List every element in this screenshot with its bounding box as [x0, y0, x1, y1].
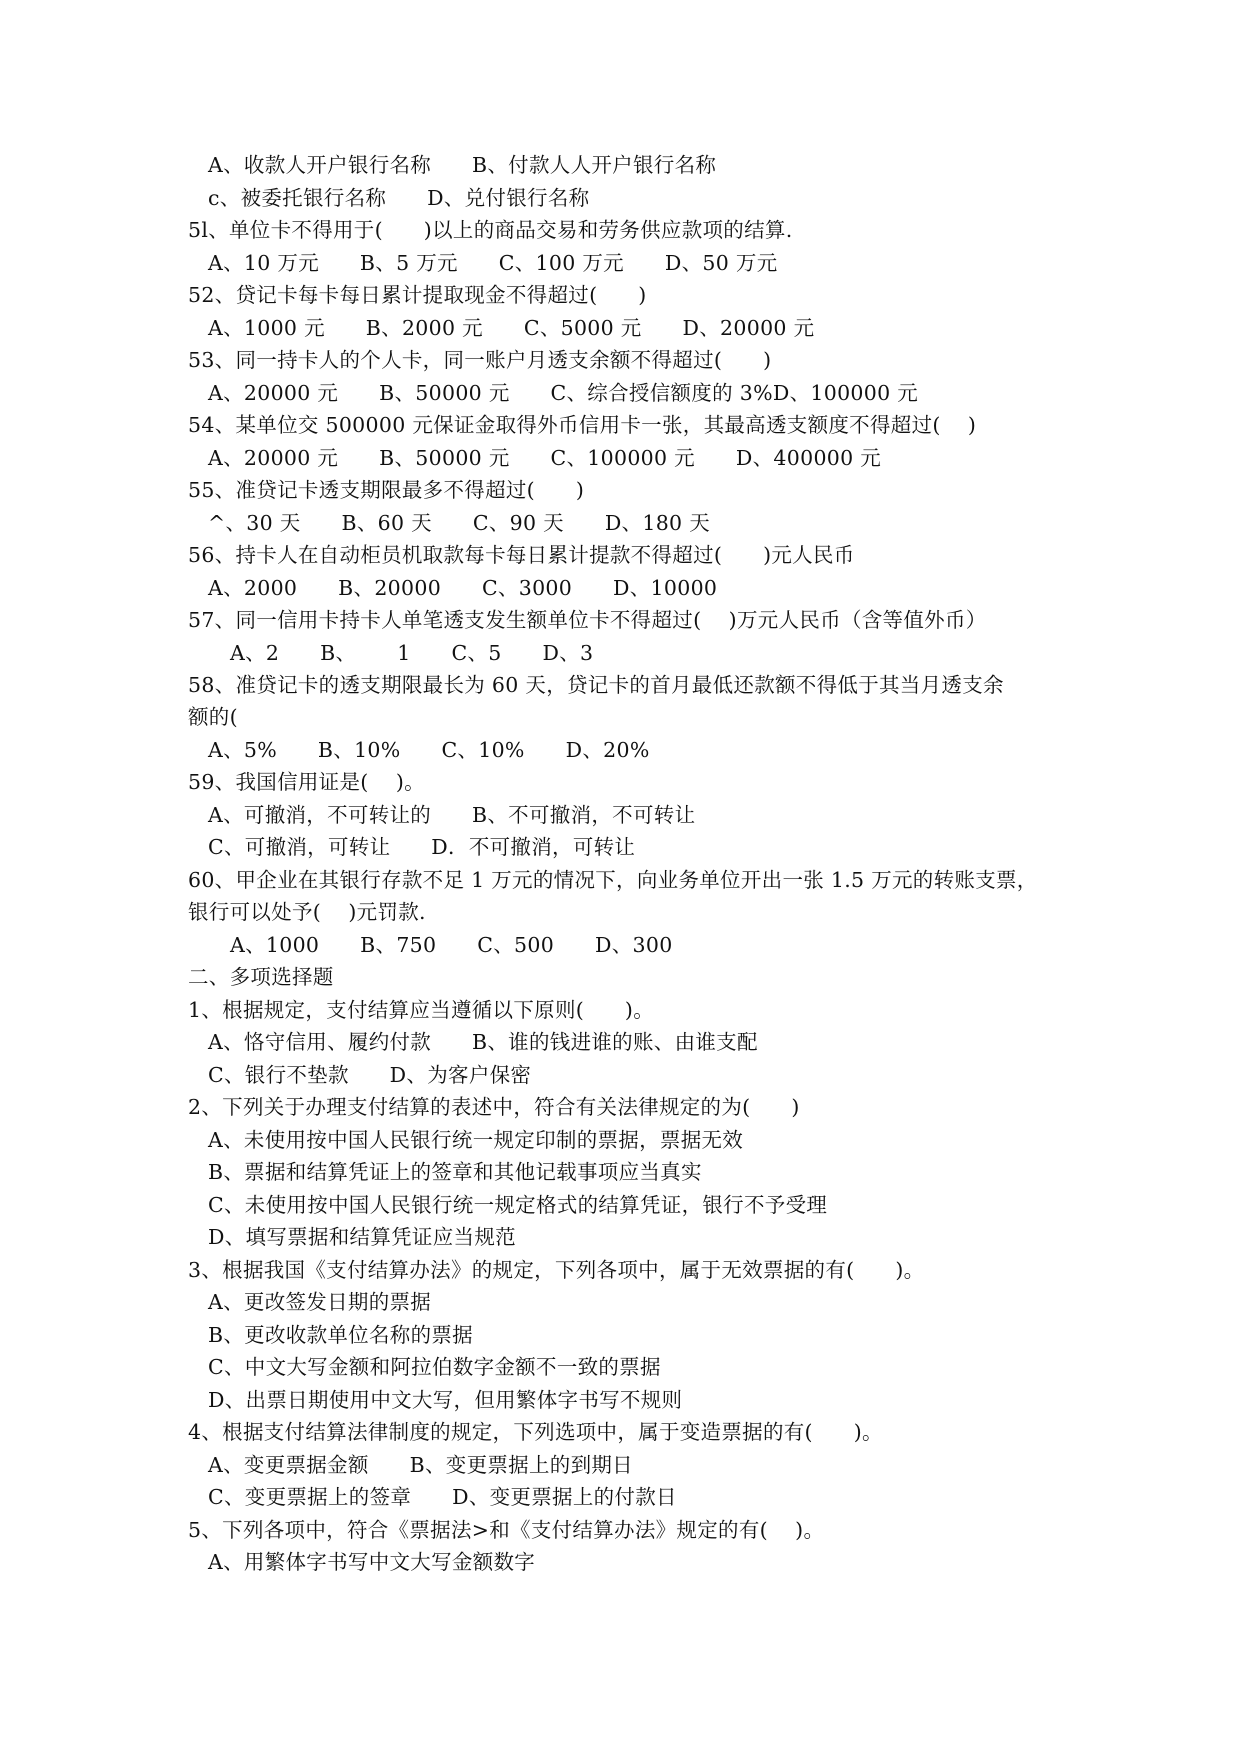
option-line: A、恪守信用、履约付款 B、谁的钱进谁的账、由谁支配: [208, 1030, 758, 1054]
question-line: 58、准贷记卡的透支期限最长为 60 天，贷记卡的首月最低还款额不得低于其当月透支余: [188, 673, 1004, 697]
question-line: 59、我国信用证是( )。: [188, 770, 425, 794]
option-line: A、1000 元 B、2000 元 C、5000 元 D、20000 元: [208, 316, 815, 340]
question-line: 2、下列关于办理支付结算的表述中，符合有关法律规定的为( ): [188, 1095, 800, 1119]
option-line: A、收款人开户银行名称 B、付款人人开户银行名称: [208, 153, 717, 177]
option-line: A、用繁体字书写中文大写金额数字: [208, 1550, 536, 1574]
question-line: 银行可以处予( )元罚款.: [188, 900, 426, 924]
question-line: 4、根据支付结算法律制度的规定，下列选项中，属于变造票据的有( )。: [188, 1420, 883, 1444]
option-line: A、更改签发日期的票据: [208, 1290, 432, 1314]
option-line: C、变更票据上的签章 D、变更票据上的付款日: [208, 1485, 677, 1509]
option-line: A、10 万元 B、5 万元 C、100 万元 D、50 万元: [208, 251, 778, 275]
option-line: C、银行不垫款 D、为客户保密: [208, 1063, 532, 1087]
question-line: 额的(: [188, 705, 238, 729]
question-line: 54、某单位交 500000 元保证金取得外币信用卡一张，其最高透支额度不得超过( ): [188, 413, 977, 437]
question-line: 53、同一持卡人的个人卡，同一账户月透支余额不得超过( ): [188, 348, 772, 372]
question-line: 1、根据规定，支付结算应当遵循以下原则( )。: [188, 998, 655, 1022]
option-line: A、可撤消，不可转让的 B、不可撤消，不可转让: [208, 803, 696, 827]
question-line: 57、同一信用卡持卡人单笔透支发生额单位卡不得超过( )万元人民币（含等值外币）: [188, 608, 987, 632]
option-line: A、2 B、 1 C、5 D、3: [230, 641, 594, 665]
option-line: D、出票日期使用中文大写，但用繁体字书写不规则: [208, 1388, 683, 1412]
option-line: C、未使用按中国人民银行统一规定格式的结算凭证，银行不予受理: [208, 1193, 828, 1217]
option-line: A、2000 B、20000 C、3000 D、10000: [208, 576, 718, 600]
option-line: A、未使用按中国人民银行统一规定印制的票据，票据无效: [208, 1128, 744, 1152]
question-line: 60、甲企业在其银行存款不足 1 万元的情况下，向业务单位开出一张 1.5 万元的转账支票，: [188, 868, 1038, 892]
option-line: ^、30 天 B、60 天 C、90 天 D、180 天: [208, 511, 711, 535]
option-line: B、票据和结算凭证上的签章和其他记载事项应当真实: [208, 1160, 702, 1184]
option-line: D、填写票据和结算凭证应当规范: [208, 1225, 516, 1249]
option-line: A、20000 元 B、50000 元 C、综合授信额度的 3%D、100000 元: [208, 381, 919, 405]
option-line: C、可撤消，可转让 D．不可撤消，可转让: [208, 835, 636, 859]
option-line: A、变更票据金额 B、变更票据上的到期日: [208, 1453, 633, 1477]
option-line: c、被委托银行名称 D、兑付银行名称: [208, 186, 590, 210]
option-line: A、20000 元 B、50000 元 C、100000 元 D、400000 元: [208, 446, 882, 470]
question-line: 55、准贷记卡透支期限最多不得超过( ): [188, 478, 585, 502]
question-line: 3、根据我国《支付结算办法》的规定，下列各项中，属于无效票据的有( )。: [188, 1258, 925, 1282]
option-line: B、更改收款单位名称的票据: [208, 1323, 473, 1347]
question-line: 56、持卡人在自动柜员机取款每卡每日累计提款不得超过( )元人民币: [188, 543, 855, 567]
option-line: C、中文大写金额和阿拉伯数字金额不一致的票据: [208, 1355, 661, 1379]
section-heading: 二、多项选择题: [188, 965, 334, 989]
question-line: 52、贷记卡每卡每日累计提取现金不得超过( ): [188, 283, 647, 307]
question-line: 5l、单位卡不得用于( )以上的商品交易和劳务供应款项的结算.: [188, 218, 793, 242]
option-line: A、1000 B、750 C、500 D、300: [230, 933, 673, 957]
option-line: A、5% B、10% C、10% D、20%: [208, 738, 650, 762]
question-line: 5、下列各项中，符合《票据法>和《支付结算办法》规定的有( )。: [188, 1518, 825, 1542]
